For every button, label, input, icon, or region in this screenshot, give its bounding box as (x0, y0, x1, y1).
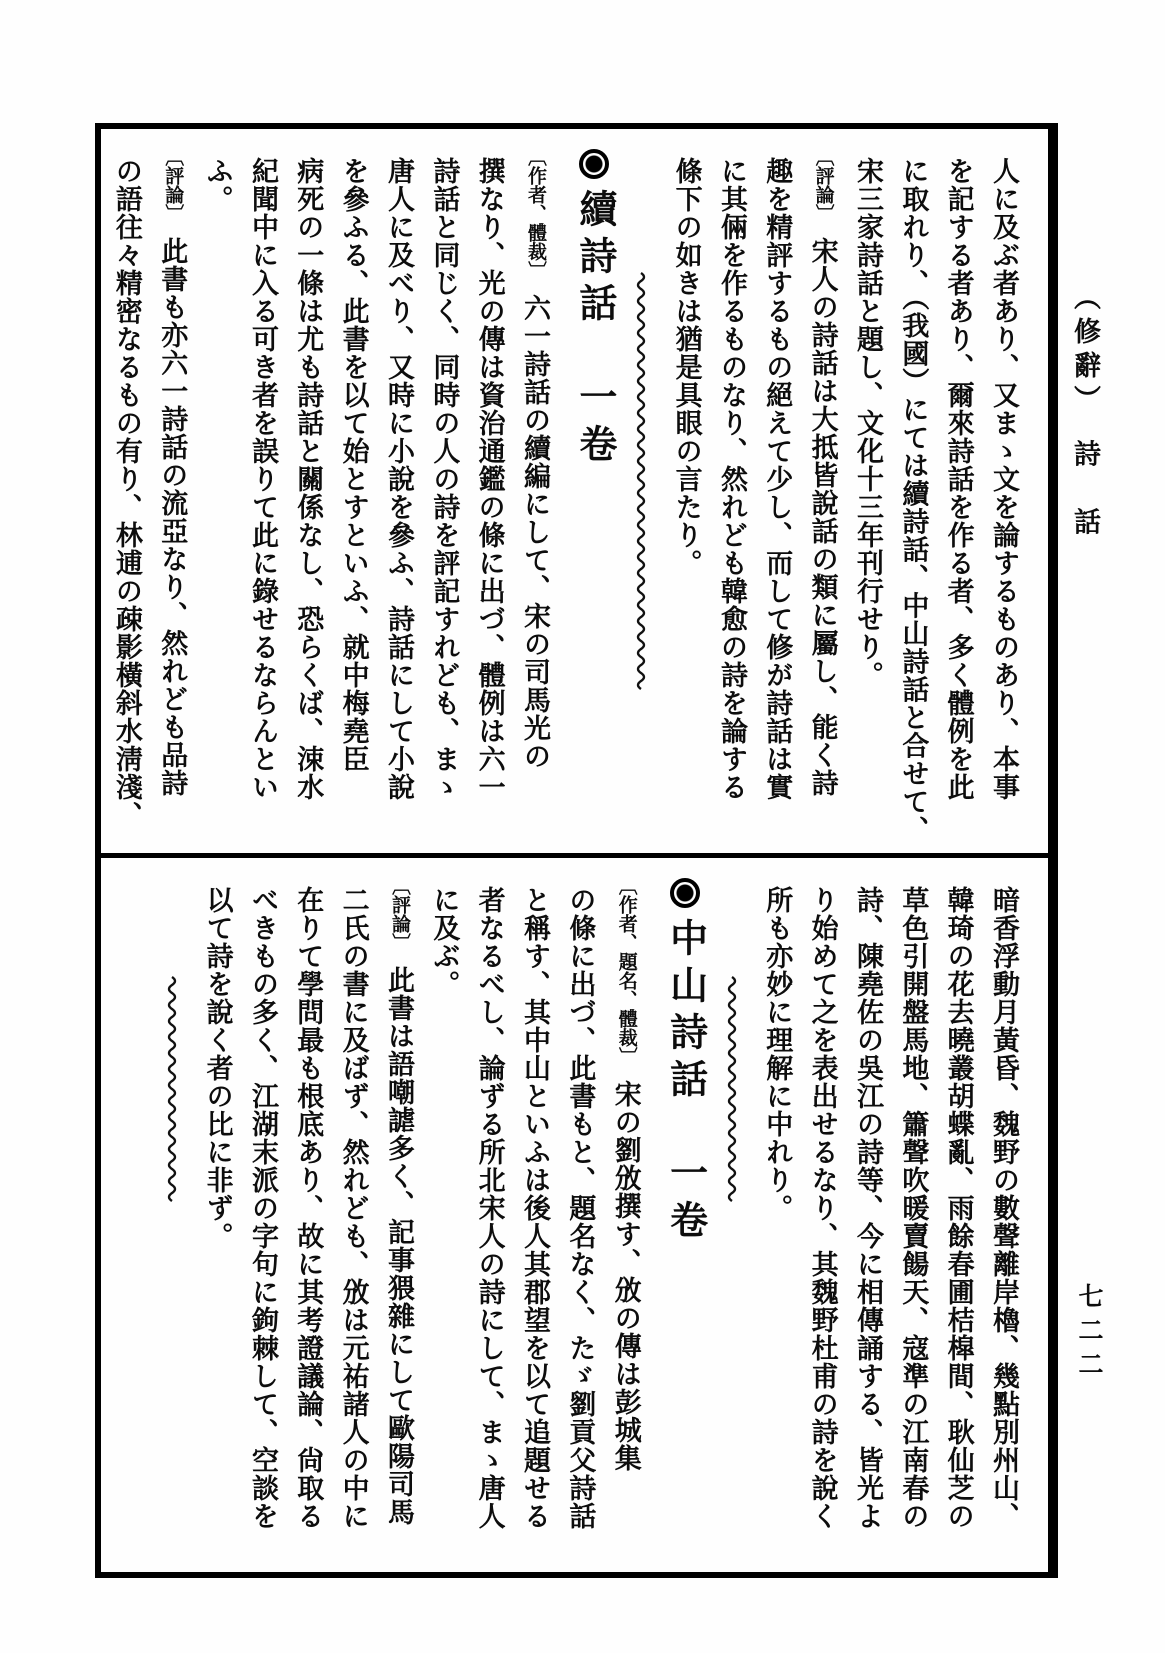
column-text: 宋三家詩話と題し、文化十三年刊行せり。 (852, 157, 883, 689)
column-text: 人に及ぶ者あり、又まゝ文を論するものあり、本事 (989, 157, 1019, 801)
text-column (294, 876, 322, 1567)
wavy-separator-line (158, 876, 186, 1567)
text-column (854, 147, 882, 845)
bracket-label: 〔評論〕 (812, 147, 834, 223)
column-text: 二氏の書に及ばず、然れども、攽は元祐諸人の中に (338, 886, 369, 1530)
column-text: を參ふる、此書を以て始とすといふ、就中梅堯臣 (338, 157, 369, 773)
text-column (475, 147, 503, 845)
text-column (899, 876, 927, 1567)
bracket-label: 〔作者、題名、體裁〕 (615, 876, 637, 1066)
column-text: 條下の如きは猶是具眼の言たり。 (671, 157, 702, 577)
column-text: 中山詩話 一卷 (663, 918, 706, 1247)
page-number: 七二二 (1075, 1283, 1102, 1385)
column-text: 詩、陳堯佐の吳江の詩等、今に相傳誦する、皆光よ (852, 886, 883, 1530)
column-text: 此書は語嘲謔多く、記事猥雜にして歐陽司馬 (383, 966, 414, 1526)
wavy-separator-line (718, 876, 746, 1567)
column-text: べきもの多く、江湖末派の字句に鉤棘して、空談を (247, 886, 278, 1530)
text-column (339, 876, 367, 1567)
column-text: 在りて學問最も根底あり、故に其考證議論、尙取る (293, 886, 324, 1530)
text-column (203, 147, 231, 845)
margin-section-header: （修辭） 詩 話 (1070, 283, 1100, 542)
bracket-label: 〔評論〕 (162, 147, 184, 223)
text-column (385, 147, 413, 845)
text-column (430, 147, 458, 845)
text-column (808, 147, 836, 845)
text-column (430, 876, 458, 1567)
column-text: 宋人の詩話は大抵皆說話の類に屬し、能く詩 (807, 237, 838, 797)
column-text: 趣を精評するもの絕えて少し、而して修が詩話は實 (762, 157, 793, 801)
column-text: 者なるべし、論ずる所北宋人の詩にして、まゝ唐人 (474, 886, 505, 1530)
text-column (475, 876, 503, 1567)
column-text: 此書も亦六一詩話の流亞なり、然れども品詩 (157, 237, 188, 797)
column-text: 所も亦妙に理解に中れり。 (762, 886, 793, 1222)
text-column (294, 147, 322, 845)
column-text: と稱す、其中山といふは後人其郡望を以て追題せる (520, 886, 551, 1530)
column-text: の語往々精密なるもの有り、林逋の疎影橫斜水淸淺、 (111, 157, 142, 829)
text-column (990, 876, 1018, 1567)
column-text: 草色引開盤馬地、簫聲吹暖賣餳天、寇準の江南春の (898, 886, 929, 1530)
column-text: に及ぶ。 (429, 886, 460, 998)
column-text: 暗香浮動月黃昏、魏野の數聲離岸櫓、幾點別州山、 (989, 886, 1019, 1530)
text-column (158, 147, 186, 845)
text-column (718, 147, 746, 845)
text-column (566, 876, 594, 1567)
column-text: を記する者あり、爾來詩話を作る者、多く體例を此 (943, 157, 974, 801)
column-text: 病死の一條は尤も詩話と關係なし、恐らくば、涑水 (293, 157, 324, 801)
text-column (249, 876, 277, 1567)
register-top (101, 129, 1048, 853)
column-text: 六一詩話の續編にして、宋の司馬光の (520, 294, 551, 770)
text-column (521, 147, 549, 845)
column-text: り始めて之を表出せるなり、其魏野杜甫の詩を說く (807, 886, 838, 1530)
entry-title-column (573, 147, 613, 845)
bracket-label: 〔評論〕 (388, 876, 410, 952)
text-column (763, 147, 791, 845)
text-column (990, 147, 1018, 845)
column-text: ふ。 (202, 157, 233, 213)
text-column (339, 147, 367, 845)
column-text: 紀聞中に入る可き者を誤りて此に錄せるならんとい (247, 157, 278, 801)
bullseye-icon (670, 878, 700, 908)
text-column (944, 876, 972, 1567)
text-column (611, 876, 639, 1567)
text-column (672, 147, 700, 845)
entry-title-column (664, 876, 704, 1567)
text-column (521, 876, 549, 1567)
column-text: に取れり、（我國）にては續詩話、中山詩話と合せて、 (898, 157, 929, 844)
bullseye-icon (579, 149, 609, 179)
column-text: 續詩話 一卷 (572, 189, 615, 471)
text-column (249, 147, 277, 845)
column-text: に其倆を作るものなり、然れども韓愈の詩を論する (716, 157, 747, 801)
text-column (899, 147, 927, 845)
wavy-separator-line (627, 147, 655, 845)
column-text: 撰なり、光の傳は資治通鑑の條に出づ、體例は六一 (474, 157, 505, 801)
text-column (763, 876, 791, 1567)
column-text: 韓琦の花去曉叢胡蝶亂、雨餘春圃桔槹間、耿仙芝の (943, 886, 974, 1530)
text-column (385, 876, 413, 1567)
text-column (203, 876, 231, 1567)
text-column (944, 147, 972, 845)
bracket-label: 〔作者、體裁〕 (525, 147, 547, 280)
column-text: 以て詩を說く者の比に非ず。 (202, 886, 233, 1250)
column-text: 唐人に及べり、又時に小說を參ふ、詩話にして小說 (383, 157, 414, 801)
text-column (854, 876, 882, 1567)
text-frame (95, 123, 1058, 1578)
register-bottom (101, 858, 1048, 1575)
column-text: 宋の劉攽撰す、攽の傳は彭城集 (610, 1080, 641, 1472)
text-column (808, 876, 836, 1567)
column-text: の條に出づ、此書もと、題名なく、たゞ劉貢父詩話 (565, 886, 596, 1530)
column-text: 詩話と同じく、同時の人の詩を評記すれども、まゝ (429, 157, 460, 801)
text-column (113, 147, 141, 845)
